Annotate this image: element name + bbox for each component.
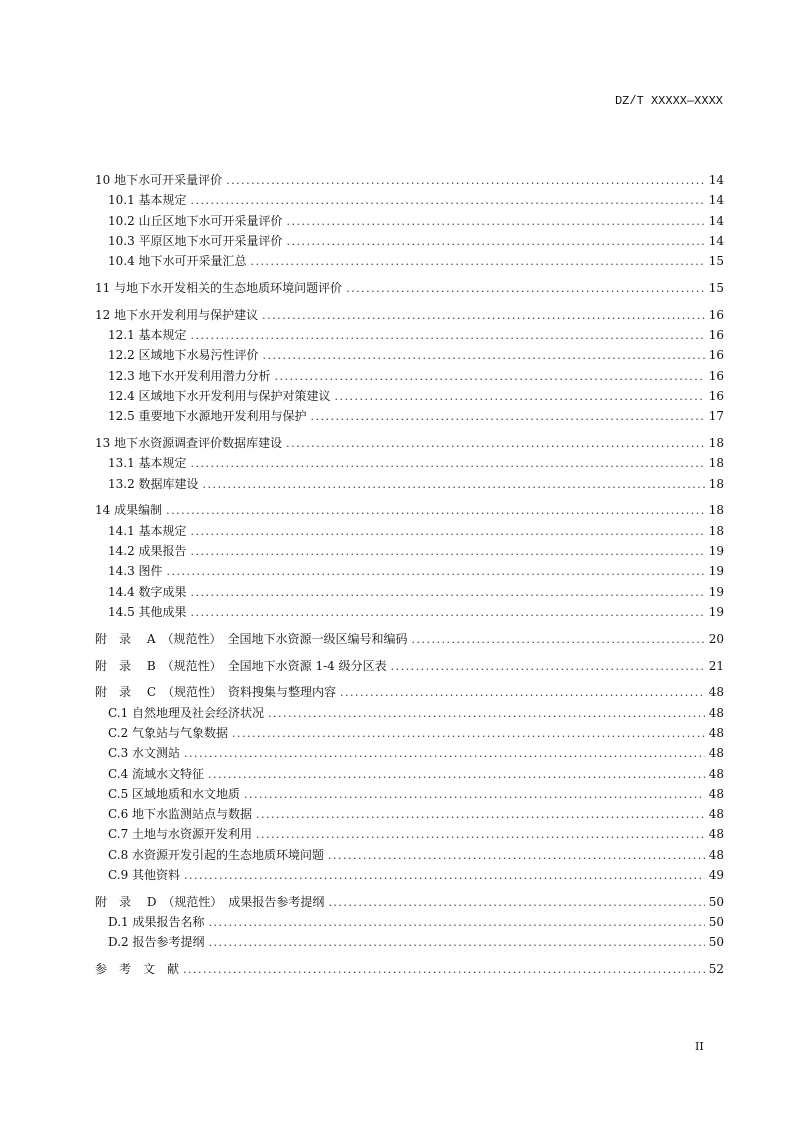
dot-leader bbox=[328, 893, 704, 913]
toc-entry-page: 15 bbox=[708, 280, 724, 295]
toc-entry-title: 10.1 基本规定 bbox=[108, 193, 187, 208]
toc-entry[interactable] bbox=[95, 251, 724, 271]
toc-entry[interactable] bbox=[95, 723, 724, 743]
dot-leader bbox=[208, 933, 704, 953]
toc-entry-title: C.6 地下水监测站点与数据 bbox=[108, 807, 253, 822]
dot-leader bbox=[287, 232, 705, 252]
dot-leader bbox=[191, 191, 705, 211]
dot-leader bbox=[208, 765, 705, 785]
dot-leader bbox=[286, 434, 705, 454]
toc-entry[interactable] bbox=[95, 386, 724, 406]
toc-entry-page: 17 bbox=[708, 409, 724, 424]
toc-entry[interactable] bbox=[95, 541, 724, 561]
toc-entry-page: 49 bbox=[708, 868, 724, 882]
toc-entry-page: 48 bbox=[708, 807, 724, 822]
toc-entry[interactable] bbox=[95, 366, 724, 386]
dot-leader bbox=[268, 704, 705, 724]
dot-leader bbox=[166, 501, 705, 521]
dot-leader bbox=[262, 306, 705, 326]
dot-leader bbox=[335, 387, 705, 407]
toc-entry-page: 48 bbox=[708, 685, 724, 700]
toc-entry-title: 12.4 区域地下水开发利用与保护对策建议 bbox=[108, 388, 331, 403]
toc-entry-page: 48 bbox=[708, 847, 724, 862]
toc-entry[interactable] bbox=[95, 656, 724, 676]
toc-entry-title: 11 与地下水开发相关的生态地质环境问题评价 bbox=[95, 280, 343, 295]
toc-entry-title: 14.3 图件 bbox=[108, 564, 163, 579]
table-of-contents bbox=[95, 170, 724, 979]
toc-entry-title: D.2 报告参考提纲 bbox=[108, 935, 205, 950]
toc-entry-page: 16 bbox=[708, 348, 724, 363]
dot-leader bbox=[203, 475, 705, 495]
toc-entry[interactable] bbox=[95, 190, 724, 210]
toc-entry-title: 14.4 数字成果 bbox=[108, 584, 187, 599]
toc-entry-page: 14 bbox=[708, 193, 724, 208]
toc-entry-title: C.7 土地与水资源开发利用 bbox=[108, 827, 253, 842]
toc-entry-page: 48 bbox=[708, 725, 724, 740]
toc-entry[interactable] bbox=[95, 824, 724, 844]
toc-entry[interactable] bbox=[95, 211, 724, 231]
toc-entry-page: 19 bbox=[708, 604, 724, 619]
page-number: II bbox=[695, 1040, 704, 1053]
toc-entry-page: 48 bbox=[708, 766, 724, 781]
dot-leader bbox=[184, 744, 705, 764]
toc-entry-page: 50 bbox=[708, 894, 724, 909]
toc-entry-title: 13.1 基本规定 bbox=[108, 456, 187, 471]
toc-entry[interactable] bbox=[95, 602, 724, 622]
toc-entry-page: 14 bbox=[708, 233, 724, 248]
toc-entry-page: 18 bbox=[708, 436, 724, 451]
dot-leader bbox=[191, 326, 705, 346]
dot-leader bbox=[232, 724, 705, 744]
toc-entry-page: 16 bbox=[708, 328, 724, 343]
toc-entry[interactable] bbox=[95, 629, 724, 649]
dot-leader bbox=[208, 913, 704, 933]
toc-entry-page: 21 bbox=[708, 658, 724, 673]
toc-entry-page: 18 bbox=[708, 523, 724, 538]
toc-entry-title: C.3 水文测站 bbox=[108, 746, 181, 761]
toc-entry[interactable] bbox=[95, 682, 724, 702]
toc-entry-page: 14 bbox=[708, 173, 724, 187]
toc-entry[interactable] bbox=[95, 406, 724, 426]
toc-entry[interactable] bbox=[95, 561, 724, 581]
toc-entry-title: C.9 其他资料 bbox=[108, 868, 181, 882]
dot-leader bbox=[256, 805, 705, 825]
toc-entry[interactable] bbox=[95, 582, 724, 602]
toc-entry-title: 附 录 A （规范性） 全国地下水资源一级区编号和编码 bbox=[95, 631, 408, 646]
document-code-header: DZ/T XXXXX—XXXX bbox=[614, 94, 723, 108]
dot-leader bbox=[184, 866, 705, 886]
toc-entry-page: 15 bbox=[708, 254, 724, 269]
toc-entry-title: 14.2 成果报告 bbox=[108, 544, 187, 559]
toc-entry[interactable] bbox=[95, 912, 724, 932]
toc-entry-title: 14 成果编制 bbox=[95, 503, 163, 518]
toc-entry-page: 18 bbox=[708, 456, 724, 471]
toc-entry[interactable] bbox=[95, 231, 724, 251]
dot-leader bbox=[183, 960, 705, 980]
toc-entry[interactable] bbox=[95, 845, 724, 865]
dot-leader bbox=[256, 825, 705, 845]
toc-entry[interactable] bbox=[95, 453, 724, 473]
toc-entry[interactable] bbox=[95, 865, 724, 885]
toc-entry[interactable] bbox=[95, 959, 724, 979]
toc-entry-title: 10.4 地下水可开采量汇总 bbox=[108, 254, 247, 269]
toc-entry-page: 16 bbox=[708, 368, 724, 383]
dot-leader bbox=[167, 562, 705, 582]
dot-leader bbox=[311, 407, 705, 427]
dot-leader bbox=[191, 603, 705, 623]
toc-entry-page: 19 bbox=[708, 584, 724, 599]
toc-entry-page: 48 bbox=[708, 786, 724, 801]
toc-entry-title: D.1 成果报告名称 bbox=[108, 915, 205, 930]
dot-leader bbox=[191, 522, 705, 542]
dot-leader bbox=[287, 212, 705, 232]
dot-leader bbox=[340, 683, 705, 703]
toc-entry-page: 16 bbox=[708, 388, 724, 403]
dot-leader bbox=[263, 346, 705, 366]
toc-entry[interactable] bbox=[95, 804, 724, 824]
toc-entry-title: 12.3 地下水开发利用潜力分析 bbox=[108, 368, 271, 383]
toc-entry-title: 14.1 基本规定 bbox=[108, 523, 187, 538]
toc-entry-page: 14 bbox=[708, 213, 724, 228]
toc-entry-page: 48 bbox=[708, 705, 724, 720]
toc-entry-title: 10.2 山丘区地下水可开采量评价 bbox=[108, 213, 283, 228]
toc-entry-title: C.1 自然地理及社会经济状况 bbox=[108, 705, 265, 720]
toc-entry-title: 10.3 平原区地下水可开采量评价 bbox=[108, 233, 283, 248]
toc-entry[interactable] bbox=[95, 500, 724, 520]
toc-entry[interactable] bbox=[95, 474, 724, 494]
toc-entry[interactable] bbox=[95, 278, 724, 298]
toc-entry[interactable] bbox=[95, 325, 724, 345]
toc-entry-title: C.4 流域水文特征 bbox=[108, 766, 205, 781]
toc-entry[interactable] bbox=[95, 892, 724, 912]
toc-entry-page: 19 bbox=[708, 564, 724, 579]
toc-entry[interactable] bbox=[95, 345, 724, 365]
toc-entry-title: 12.5 重要地下水源地开发利用与保护 bbox=[108, 409, 307, 424]
toc-entry-title: 12.2 区域地下水易污性评价 bbox=[108, 348, 259, 363]
toc-entry[interactable] bbox=[95, 170, 724, 190]
toc-entry-title: 附 录 D （规范性） 成果报告参考提纲 bbox=[95, 894, 325, 909]
toc-entry[interactable] bbox=[95, 743, 724, 763]
toc-entry-title: 附 录 B （规范性） 全国地下水资源 1-4 级分区表 bbox=[95, 658, 387, 673]
toc-entry-page: 48 bbox=[708, 827, 724, 842]
toc-entry-page: 16 bbox=[708, 307, 724, 322]
toc-entry-page: 19 bbox=[708, 544, 724, 559]
toc-entry-title: C.5 区域地质和水文地质 bbox=[108, 786, 241, 801]
dot-leader bbox=[328, 846, 705, 866]
toc-entry-page: 52 bbox=[708, 962, 724, 977]
dot-leader bbox=[391, 657, 705, 677]
toc-entry-title: 附 录 C （规范性） 资料搜集与整理内容 bbox=[95, 685, 336, 700]
toc-entry-title: 参 考 文 献 bbox=[95, 962, 180, 977]
toc-entry-title: 14.5 其他成果 bbox=[108, 604, 187, 619]
toc-entry-page: 50 bbox=[708, 935, 724, 950]
dot-leader bbox=[411, 630, 704, 650]
dot-leader bbox=[275, 367, 705, 387]
dot-leader bbox=[191, 583, 705, 603]
toc-entry-title: 10 地下水可开采量评价 bbox=[95, 173, 223, 187]
toc-entry[interactable] bbox=[95, 433, 724, 453]
dot-leader bbox=[191, 454, 705, 474]
toc-entry-page: 20 bbox=[708, 631, 724, 646]
toc-entry-title: 13 地下水资源调查评价数据库建设 bbox=[95, 436, 283, 451]
toc-entry-title: 12 地下水开发利用与保护建议 bbox=[95, 307, 259, 322]
dot-leader bbox=[226, 171, 705, 191]
toc-entry-title: 12.1 基本规定 bbox=[108, 328, 187, 343]
dot-leader bbox=[346, 279, 705, 299]
toc-entry-page: 18 bbox=[708, 503, 724, 518]
toc-entry[interactable] bbox=[95, 764, 724, 784]
toc-entry[interactable] bbox=[95, 521, 724, 541]
toc-entry[interactable] bbox=[95, 784, 724, 804]
toc-entry-page: 48 bbox=[708, 746, 724, 761]
dot-leader bbox=[251, 252, 705, 272]
toc-entry[interactable] bbox=[95, 703, 724, 723]
toc-entry-page: 18 bbox=[708, 476, 724, 491]
dot-leader bbox=[244, 785, 705, 805]
toc-entry-title: 13.2 数据库建设 bbox=[108, 476, 199, 491]
toc-entry[interactable] bbox=[95, 305, 724, 325]
toc-entry-page: 50 bbox=[708, 915, 724, 930]
toc-entry-title: C.2 气象站与气象数据 bbox=[108, 725, 229, 740]
dot-leader bbox=[191, 542, 705, 562]
toc-entry[interactable] bbox=[95, 932, 724, 952]
toc-entry-title: C.8 水资源开发引起的生态地质环境问题 bbox=[108, 847, 325, 862]
